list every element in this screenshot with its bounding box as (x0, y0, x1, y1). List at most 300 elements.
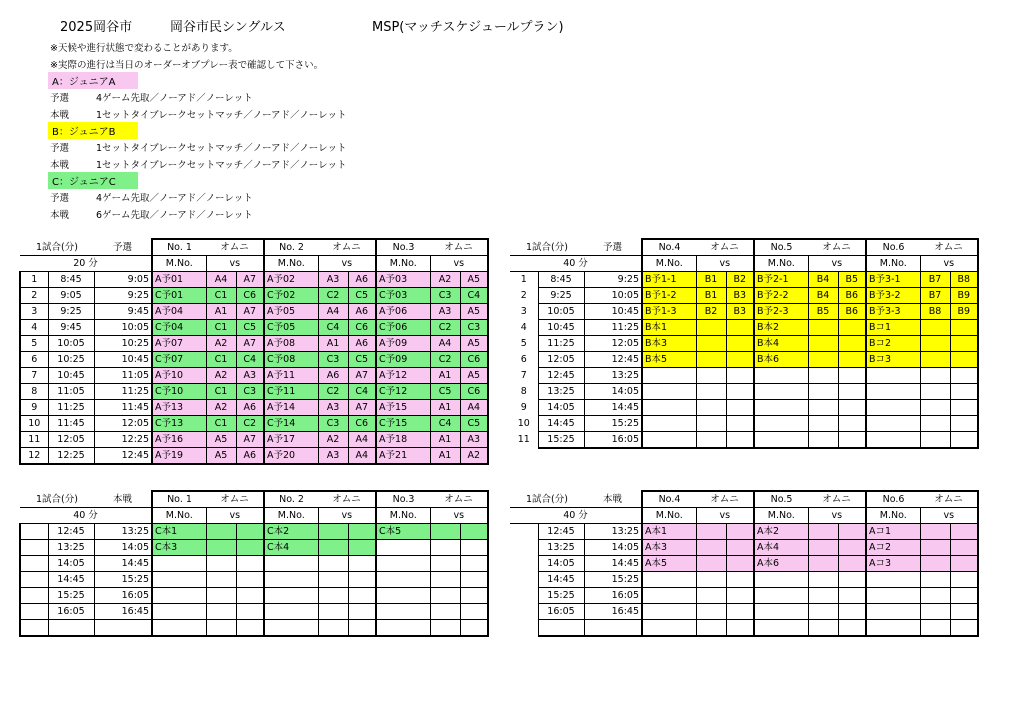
player-2: C3 (460, 320, 488, 336)
player-2 (838, 588, 866, 604)
player-2 (950, 336, 978, 352)
end-time: 15:25 (584, 572, 642, 588)
mno-header: M.No. (376, 508, 430, 524)
round-number: 3 (20, 304, 48, 320)
start-time: 10:45 (48, 368, 94, 384)
player-1 (808, 400, 838, 416)
division-b-qual-rule: 1セットタイブレークセットマッチ／ノーアド／ノーレット (96, 143, 347, 154)
round-number: 9 (510, 400, 538, 416)
end-time: 12:45 (94, 448, 152, 465)
player-2 (838, 416, 866, 432)
player-2: A5 (460, 368, 488, 384)
player-2 (950, 524, 978, 540)
round-number: 1 (20, 272, 48, 288)
player-2 (838, 320, 866, 336)
player-2: C6 (348, 416, 376, 432)
start-time: 15:25 (538, 432, 584, 449)
round-number: 11 (20, 432, 48, 448)
match-number: Aコ1 (866, 524, 920, 540)
player-2: A4 (348, 432, 376, 448)
start-time: 14:05 (538, 556, 584, 572)
end-time: 10:05 (584, 288, 642, 304)
vs-header: vs (920, 508, 978, 524)
court-name: No. 1 (152, 239, 206, 256)
player-1: C4 (318, 320, 348, 336)
player-1 (206, 588, 236, 604)
player-1: C5 (430, 384, 460, 400)
player-1 (696, 432, 726, 449)
player-2 (236, 572, 264, 588)
match-number (264, 604, 318, 620)
round-number (510, 588, 538, 604)
player-2 (726, 524, 754, 540)
start-time: 13:25 (48, 540, 94, 556)
player-2: C5 (236, 320, 264, 336)
match-number: A本2 (754, 524, 808, 540)
end-time: 11:25 (94, 384, 152, 400)
match-number: C本1 (152, 524, 206, 540)
player-1: C3 (318, 352, 348, 368)
start-time: 12:25 (48, 448, 94, 465)
player-1: C2 (430, 352, 460, 368)
player-2: C4 (348, 384, 376, 400)
player-2 (726, 320, 754, 336)
round-number: 6 (20, 352, 48, 368)
start-time: 9:05 (48, 288, 94, 304)
player-1 (696, 336, 726, 352)
match-number (866, 572, 920, 588)
court-surface: オムニ (808, 491, 866, 508)
end-time: 16:45 (584, 604, 642, 620)
match-number: Bコ2 (866, 336, 920, 352)
player-1: B7 (920, 288, 950, 304)
match-number (754, 620, 808, 637)
player-1: A6 (318, 368, 348, 384)
player-2 (236, 556, 264, 572)
match-number: C予07 (152, 352, 206, 368)
round-number (20, 572, 48, 588)
match-number: A予13 (152, 400, 206, 416)
player-2 (726, 540, 754, 556)
mno-header: M.No. (264, 256, 318, 272)
schedule-table-qual-courts-4-6 (510, 238, 979, 449)
note-weather: ※天候や進行状態で変わることがあります。 (50, 43, 238, 54)
start-time: 10:25 (48, 352, 94, 368)
round-number: 2 (510, 288, 538, 304)
match-number: C本5 (376, 524, 430, 540)
match-number (152, 588, 206, 604)
match-number: B予2-1 (754, 272, 808, 288)
player-1 (920, 400, 950, 416)
player-1 (808, 524, 838, 540)
round-number (510, 540, 538, 556)
player-1 (808, 604, 838, 620)
start-time (538, 620, 584, 637)
player-1 (318, 572, 348, 588)
match-number: B本3 (642, 336, 696, 352)
player-2: A6 (348, 272, 376, 288)
match-number: Aコ3 (866, 556, 920, 572)
player-2: C6 (348, 320, 376, 336)
player-2: C5 (348, 288, 376, 304)
player-2 (838, 540, 866, 556)
match-number: C予13 (152, 416, 206, 432)
player-2 (838, 352, 866, 368)
player-2: A4 (460, 400, 488, 416)
match-number (866, 400, 920, 416)
table-row (510, 384, 978, 400)
player-1 (696, 556, 726, 572)
division-c-main-rule: 6ゲーム先取／ノーアド／ノーレット (96, 210, 253, 221)
match-number (152, 572, 206, 588)
table-row (510, 320, 978, 336)
match-number: B本6 (754, 352, 808, 368)
match-number: Bコ1 (866, 320, 920, 336)
player-1 (920, 432, 950, 449)
match-number (264, 588, 318, 604)
table-row (20, 400, 488, 416)
schedule-table-main-courts-1-3 (19, 490, 489, 637)
player-1 (206, 540, 236, 556)
player-1 (696, 368, 726, 384)
player-2: A7 (236, 272, 264, 288)
match-number: A予15 (376, 400, 430, 416)
round-number (510, 572, 538, 588)
player-1 (808, 384, 838, 400)
match-number (754, 604, 808, 620)
minutes-label: 40 分 (510, 256, 642, 272)
player-1 (920, 620, 950, 637)
court-name: No.4 (642, 491, 696, 508)
minutes-label: 20 分 (20, 256, 152, 272)
player-2 (460, 588, 488, 604)
match-number (642, 432, 696, 449)
player-1 (920, 604, 950, 620)
player-1 (920, 540, 950, 556)
match-number (866, 416, 920, 432)
player-1 (808, 320, 838, 336)
player-1: A3 (318, 400, 348, 416)
round-number: 11 (510, 432, 538, 449)
round-number (510, 620, 538, 637)
division-b-main-stage: 本戦 (50, 160, 70, 171)
match-number (264, 556, 318, 572)
match-number: A予04 (152, 304, 206, 320)
player-1: B1 (696, 272, 726, 288)
match-number: C予14 (264, 416, 318, 432)
start-time: 15:25 (538, 588, 584, 604)
player-2 (348, 620, 376, 637)
match-number (152, 556, 206, 572)
court-surface: オムニ (920, 491, 978, 508)
round-number: 9 (20, 400, 48, 416)
mno-header: M.No. (264, 508, 318, 524)
start-time: 11:25 (48, 400, 94, 416)
mno-header: M.No. (754, 256, 808, 272)
division-a-qual-rule: 4ゲーム先取／ノーアド／ノーレット (96, 93, 253, 104)
player-1 (920, 556, 950, 572)
match-number: Bコ3 (866, 352, 920, 368)
match-number: C本4 (264, 540, 318, 556)
end-time: 10:45 (94, 352, 152, 368)
match-number: A予18 (376, 432, 430, 448)
vs-header: vs (318, 256, 376, 272)
match-number: B本4 (754, 336, 808, 352)
schedule-table-qual-courts-1-3 (19, 238, 489, 465)
start-time: 15:25 (48, 588, 94, 604)
player-2 (726, 620, 754, 637)
player-2 (838, 384, 866, 400)
table-row (510, 604, 978, 620)
court-name: No.6 (866, 491, 920, 508)
player-2 (838, 368, 866, 384)
player-1 (920, 320, 950, 336)
court-name: No. 2 (264, 239, 318, 256)
player-2: B6 (838, 288, 866, 304)
match-number: A予17 (264, 432, 318, 448)
player-1 (206, 604, 236, 620)
player-2 (726, 556, 754, 572)
minutes-label: 40 分 (510, 508, 642, 524)
match-number: A本1 (642, 524, 696, 540)
player-2: A5 (460, 272, 488, 288)
player-1 (696, 384, 726, 400)
player-1 (920, 588, 950, 604)
end-time: 9:25 (584, 272, 642, 288)
round-number (20, 540, 48, 556)
header-row-courts (20, 239, 488, 256)
header-row-courts (510, 239, 978, 256)
mno-header: M.No. (866, 508, 920, 524)
division-b-qual-stage: 予選 (50, 143, 70, 154)
match-number: A予19 (152, 448, 206, 465)
player-1: C1 (206, 416, 236, 432)
player-1: A3 (318, 448, 348, 465)
player-1: A2 (318, 432, 348, 448)
player-1: C3 (318, 416, 348, 432)
end-time (584, 620, 642, 637)
end-time: 12:05 (94, 416, 152, 432)
stage-label: 予選 (94, 239, 152, 256)
player-2: B8 (950, 272, 978, 288)
player-1 (318, 588, 348, 604)
player-1 (430, 540, 460, 556)
player-2: C3 (236, 384, 264, 400)
division-c-main-stage: 本戦 (50, 210, 70, 221)
match-number: B予3-2 (866, 288, 920, 304)
start-time: 10:45 (538, 320, 584, 336)
mno-header: M.No. (152, 508, 206, 524)
round-number (20, 524, 48, 540)
match-number: B予3-3 (866, 304, 920, 320)
round-number (20, 556, 48, 572)
match-number (376, 604, 430, 620)
player-1 (808, 588, 838, 604)
match-number: C予11 (264, 384, 318, 400)
match-number (642, 400, 696, 416)
player-2: C6 (236, 288, 264, 304)
mno-header: M.No. (866, 256, 920, 272)
court-surface: オムニ (318, 491, 376, 508)
division-a-main-rule: 1セットタイブレークセットマッチ／ノーアド／ノーレット (96, 110, 347, 121)
table-row (510, 400, 978, 416)
start-time (48, 620, 94, 637)
player-1: C1 (206, 352, 236, 368)
player-1: A1 (430, 368, 460, 384)
mno-header: M.No. (642, 508, 696, 524)
player-2 (950, 384, 978, 400)
table-row (510, 336, 978, 352)
round-number: 2 (20, 288, 48, 304)
court-name: No. 1 (152, 491, 206, 508)
court-name: No.3 (376, 491, 430, 508)
player-2: A4 (348, 448, 376, 465)
court-surface: オムニ (206, 239, 264, 256)
player-2 (348, 556, 376, 572)
vs-header: vs (206, 508, 264, 524)
table-row (20, 320, 488, 336)
mno-header: M.No. (642, 256, 696, 272)
player-2: C6 (460, 384, 488, 400)
player-2 (950, 320, 978, 336)
match-number: C予01 (152, 288, 206, 304)
match-number (754, 432, 808, 449)
table-row (510, 540, 978, 556)
player-1: A4 (430, 336, 460, 352)
table-row (20, 540, 488, 556)
player-1 (808, 540, 838, 556)
match-number: B予2-2 (754, 288, 808, 304)
end-time: 14:45 (584, 556, 642, 572)
player-1 (318, 620, 348, 637)
player-1: A2 (430, 272, 460, 288)
player-2 (950, 620, 978, 637)
player-2 (726, 604, 754, 620)
header-msp: MSP(マッチスケジュールプラン) (372, 20, 564, 35)
player-1: C1 (206, 320, 236, 336)
player-1 (696, 320, 726, 336)
vs-header: vs (430, 256, 488, 272)
table-row (20, 304, 488, 320)
start-time: 11:45 (48, 416, 94, 432)
player-2 (460, 540, 488, 556)
round-number: 7 (510, 368, 538, 384)
player-1 (430, 604, 460, 620)
player-1 (206, 620, 236, 637)
header-row-columns (20, 508, 488, 524)
player-1: A4 (206, 272, 236, 288)
mno-header: M.No. (152, 256, 206, 272)
player-2: A5 (460, 304, 488, 320)
match-number (866, 588, 920, 604)
player-2 (726, 352, 754, 368)
start-time: 12:05 (48, 432, 94, 448)
player-2: C5 (348, 352, 376, 368)
end-time: 9:25 (94, 288, 152, 304)
start-time: 14:45 (538, 416, 584, 432)
end-time: 15:25 (584, 416, 642, 432)
table-row (20, 604, 488, 620)
per-match-label: 1試合(分) (510, 491, 584, 508)
match-number: C予04 (152, 320, 206, 336)
player-2: A3 (236, 368, 264, 384)
vs-header: vs (808, 508, 866, 524)
mno-header: M.No. (754, 508, 808, 524)
player-2 (460, 524, 488, 540)
match-number: A本5 (642, 556, 696, 572)
match-number (754, 416, 808, 432)
match-number: C予06 (376, 320, 430, 336)
player-2 (838, 336, 866, 352)
division-a-qual-stage: 予選 (50, 93, 70, 104)
table-row (510, 620, 978, 637)
start-time: 12:05 (538, 352, 584, 368)
round-number (20, 620, 48, 637)
match-number: C予09 (376, 352, 430, 368)
player-1 (920, 368, 950, 384)
table-row (510, 572, 978, 588)
player-1 (808, 556, 838, 572)
court-name: No.5 (754, 491, 808, 508)
player-2 (236, 620, 264, 637)
end-time: 10:45 (584, 304, 642, 320)
player-2 (726, 400, 754, 416)
start-time: 9:25 (48, 304, 94, 320)
end-time: 14:05 (584, 384, 642, 400)
vs-header: vs (808, 256, 866, 272)
player-2: A7 (348, 400, 376, 416)
player-1 (808, 336, 838, 352)
player-1: A1 (430, 432, 460, 448)
end-time: 13:25 (94, 524, 152, 540)
end-time: 13:25 (584, 524, 642, 540)
player-2 (950, 432, 978, 449)
start-time: 9:45 (48, 320, 94, 336)
player-1 (696, 416, 726, 432)
court-name: No.5 (754, 239, 808, 256)
table-row (510, 416, 978, 432)
player-1 (920, 524, 950, 540)
start-time: 12:45 (538, 524, 584, 540)
header-row-courts (510, 491, 978, 508)
minutes-label: 40 分 (20, 508, 152, 524)
table-row (20, 352, 488, 368)
player-2 (950, 416, 978, 432)
match-number (754, 572, 808, 588)
round-number: 1 (510, 272, 538, 288)
vs-header: vs (318, 508, 376, 524)
end-time (94, 620, 152, 637)
end-time: 12:45 (584, 352, 642, 368)
player-1: A2 (206, 336, 236, 352)
player-1: C1 (206, 288, 236, 304)
round-number: 12 (20, 448, 48, 465)
table-row (20, 524, 488, 540)
table-row (510, 288, 978, 304)
player-1 (696, 524, 726, 540)
match-number: C予05 (264, 320, 318, 336)
player-2: B3 (726, 304, 754, 320)
player-1 (430, 588, 460, 604)
end-time: 16:05 (584, 588, 642, 604)
match-number (866, 604, 920, 620)
player-1: A1 (430, 400, 460, 416)
player-1 (696, 540, 726, 556)
match-number (866, 620, 920, 637)
end-time: 14:45 (584, 400, 642, 416)
division-c-qual-rule: 4ゲーム先取／ノーアド／ノーレット (96, 193, 253, 204)
match-number (376, 572, 430, 588)
